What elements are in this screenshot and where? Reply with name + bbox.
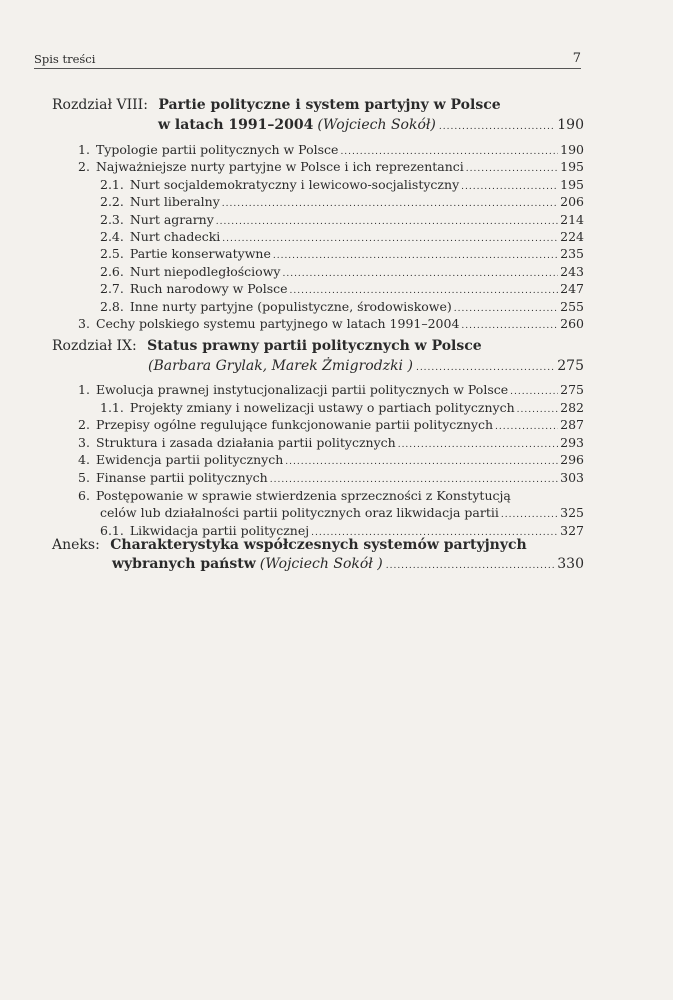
toc-entry-number: 2.	[78, 159, 90, 175]
toc-entry-page: 206	[560, 194, 584, 210]
toc-entry-number: 1.	[78, 382, 90, 397]
chapter-9-label: Rozdział IX:	[52, 338, 137, 354]
chapter-9-page: 275	[557, 358, 584, 374]
toc-entry-number: 4.	[78, 452, 90, 468]
toc-entry-page: 303	[560, 470, 584, 485]
leader-dots	[517, 402, 559, 418]
toc-entry-page: 282	[560, 399, 584, 415]
toc-entry-page: 255	[560, 298, 584, 314]
toc-entry-title: Postępowanie w sprawie stwierdzenia sprzeczności z Konstytucją	[95, 487, 511, 503]
annex-page: 330	[557, 556, 584, 572]
chapter-8-page: 190	[557, 117, 584, 133]
leader-dots	[222, 196, 558, 212]
leader-dots	[416, 359, 554, 377]
toc-entry-page: 325	[560, 505, 584, 521]
toc-entry[interactable]	[100, 177, 584, 195]
toc-entry[interactable]	[78, 435, 584, 453]
toc-entry[interactable]	[78, 452, 584, 470]
toc-entry-number: 2.6.	[100, 263, 124, 279]
toc-entry[interactable]	[100, 281, 584, 299]
annex-author: (Wojciech Sokół )	[259, 556, 383, 572]
toc-entry-title: Najważniejsze nurty partyjne w Polsce i ich reprezentanci	[95, 159, 464, 175]
leader-dots	[510, 384, 558, 400]
toc-entry-page: 190	[560, 142, 584, 157]
toc-entry-title: Nurt agrarny	[129, 211, 214, 227]
toc-entry-title: Inne nurty partyjne (populistyczne, środowiskowe)	[129, 298, 452, 314]
toc-entry-page: 275	[560, 382, 584, 397]
chapter-8-title: Partie polityczne i system partyjny w Polsce	[158, 97, 501, 113]
toc-entry-number: 5.	[78, 470, 90, 485]
toc-entry-number: 2.1.	[100, 176, 124, 192]
toc-entry[interactable]	[100, 194, 584, 212]
toc-entry-number: 2.8.	[100, 298, 124, 314]
toc-entry-number: 6.1.	[100, 522, 124, 538]
page-number: 7	[572, 51, 581, 66]
annex-heading	[52, 536, 527, 554]
toc-entry-title: Cechy polskiego systemu partyjnego w latach 1991–2004	[95, 316, 460, 331]
toc-entry-title: Ewidencja partii politycznych	[95, 452, 284, 468]
toc-entry-page: 195	[560, 176, 584, 192]
toc-entry[interactable]	[78, 159, 584, 177]
toc-entry-number: 6.	[78, 487, 90, 503]
toc-entry[interactable]	[78, 382, 584, 400]
leader-dots	[340, 144, 558, 160]
toc-entry-title: Finanse partii politycznych	[95, 470, 268, 485]
toc-entry-title: Projekty zmiany i nowelizacji ustawy o partiach politycznych	[129, 399, 515, 415]
chapter-9-author: (Barbara Grylak, Marek Żmigrodzki )	[148, 358, 413, 374]
toc-entry-page: 287	[560, 417, 584, 433]
toc-entry-page: 214	[560, 211, 584, 227]
toc-entry-number: 3.	[78, 316, 90, 331]
annex-label: Aneks:	[52, 537, 100, 553]
toc-entry-page: 260	[560, 316, 584, 331]
leader-dots	[216, 214, 558, 230]
chapter-8-heading	[52, 96, 501, 114]
leader-dots	[398, 437, 558, 453]
toc-entry[interactable]	[100, 299, 584, 317]
toc-entry-title: Struktura i zasada działania partii politycznych	[95, 434, 396, 450]
toc-entry-title: Likwidacja partii politycznej	[129, 522, 310, 538]
toc-entry-title: Przepisy ogólne regulujące funkcjonowanie partii politycznych	[95, 417, 494, 433]
toc-entry[interactable]	[78, 417, 584, 435]
leader-dots	[439, 118, 554, 136]
toc-entry-page: 243	[560, 263, 584, 279]
annex-title-cont: wybranych państw	[112, 556, 256, 572]
toc-entry-page: 327	[560, 522, 584, 538]
leader-dots	[495, 419, 558, 435]
chapter-8-author: (Wojciech Sokół)	[317, 117, 436, 133]
toc-entry-number: 2.7.	[100, 281, 124, 297]
toc-entry-title: Nurt niepodległościowy	[129, 263, 281, 279]
chapter-9-heading	[52, 337, 482, 355]
toc-entry-number: 2.3.	[100, 211, 124, 227]
toc-entry-title: Nurt liberalny	[129, 194, 220, 210]
running-head	[34, 50, 581, 69]
toc-entry[interactable]	[100, 229, 584, 247]
toc-entry-number: 2.5.	[100, 246, 124, 262]
toc-entry-title: Ewolucja prawnej instytucjonalizacji partii politycznych w Polsce	[95, 382, 509, 397]
toc-entry[interactable]	[78, 142, 584, 160]
toc-entry[interactable]	[78, 488, 584, 504]
toc-entry-title: Typologie partii politycznych w Polsce	[95, 142, 339, 157]
leader-dots	[454, 301, 558, 317]
leader-dots	[282, 266, 558, 282]
toc-entry-page: 224	[560, 229, 584, 244]
toc-entry[interactable]	[100, 212, 584, 230]
toc-entry-page: 235	[560, 246, 584, 262]
toc-entry-title: celów lub działalności partii politycznych oraz likwidacja partii	[100, 505, 499, 521]
toc-entry-number: 2.2.	[100, 194, 124, 210]
toc-entry-title: Partie konserwatywne	[129, 246, 271, 262]
toc-entry-number: 2.4.	[100, 229, 124, 244]
toc-entry-number: 1.	[78, 142, 90, 157]
toc-entry[interactable]	[100, 264, 584, 282]
toc-entry-number: 3.	[78, 434, 90, 450]
leader-dots	[466, 161, 558, 177]
toc-entry-title: Nurt socjaldemokratyczny i lewicowo-socjalistyczny	[129, 176, 460, 192]
toc-entry-title: Ruch narodowy w Polsce	[129, 281, 288, 297]
toc-entry-page: 296	[560, 452, 584, 468]
toc-entry-page: 195	[560, 159, 584, 175]
toc-entry[interactable]	[100, 246, 584, 264]
annex-title: Charakterystyka współczesnych systemów partyjnych	[110, 537, 527, 553]
leader-dots	[290, 283, 559, 299]
leader-dots	[270, 472, 558, 488]
toc-entry-number: 2.	[78, 417, 90, 433]
leader-dots	[386, 557, 555, 575]
chapter-8-label: Rozdział VIII:	[52, 97, 148, 113]
toc-entry[interactable]	[100, 505, 584, 523]
running-head-title: Spis treści	[34, 52, 96, 66]
chapter-9-title-line2[interactable]	[148, 357, 584, 377]
chapter-8-title-line2[interactable]	[158, 116, 584, 136]
leader-dots	[461, 318, 558, 334]
chapter-9-title: Status prawny partii politycznych w Polsce	[147, 338, 482, 354]
leader-dots	[461, 179, 558, 195]
toc-entry-title: Nurt chadecki	[129, 229, 221, 244]
toc-entry-page: 293	[560, 434, 584, 450]
chapter-8-title-cont: w latach 1991–2004	[158, 117, 314, 133]
leader-dots	[285, 454, 558, 470]
toc-entry[interactable]	[78, 316, 584, 334]
toc-entry[interactable]	[78, 470, 584, 488]
leader-dots	[222, 231, 558, 247]
annex-title-line2[interactable]	[112, 555, 584, 575]
toc-entry-number: 1.1.	[100, 399, 124, 415]
leader-dots	[273, 248, 558, 264]
toc-entry-page: 247	[560, 281, 584, 297]
leader-dots	[501, 507, 558, 523]
toc-entry[interactable]	[100, 400, 584, 418]
